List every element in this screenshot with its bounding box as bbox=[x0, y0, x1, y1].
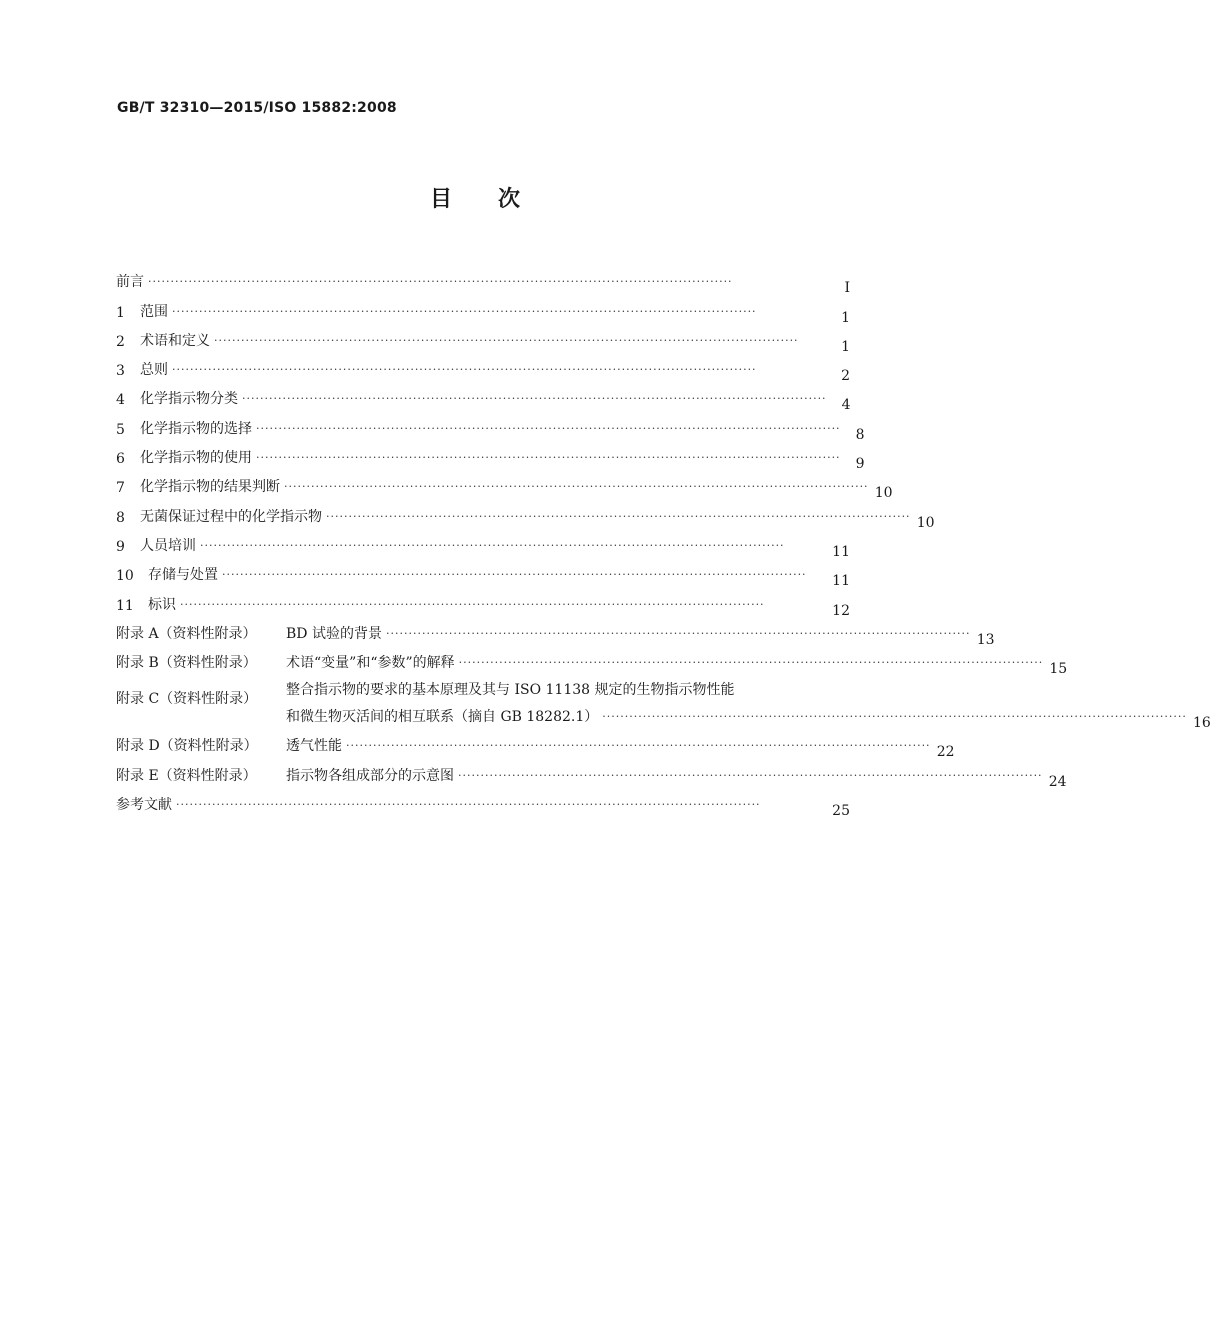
toc-entry-number: 8 bbox=[116, 509, 125, 526]
leader-dots: ·································································································································· bbox=[200, 538, 785, 552]
toc-entry-label: 指示物各组成部分的示意图 bbox=[286, 767, 454, 784]
toc-entry-9[interactable] bbox=[116, 526, 850, 560]
toc-appendix-label: 附录 B（资料性附录） bbox=[116, 655, 257, 672]
standard-code-header: GB/T 32310—2015/ISO 15882:2008 bbox=[117, 100, 397, 116]
toc-entry-label: 化学指示物的选择 bbox=[140, 420, 252, 437]
toc-entry-appendix-b[interactable] bbox=[116, 643, 1068, 678]
toc-entry-4[interactable] bbox=[116, 379, 851, 414]
leader-dots: ·································································································································· bbox=[180, 597, 765, 611]
toc-entry-11[interactable] bbox=[116, 584, 850, 619]
toc-entry-number: 10 bbox=[116, 568, 134, 585]
leader-dots: ·································································································································· bbox=[458, 656, 1044, 670]
toc-entry-page: 11 bbox=[832, 543, 850, 560]
toc-entry-number: 2 bbox=[116, 333, 125, 350]
toc-entry-page: 4 bbox=[841, 397, 851, 414]
toc-entry-label: 化学指示物的结果判断 bbox=[140, 479, 280, 496]
toc-entry-page: 11 bbox=[832, 573, 850, 590]
toc-entry-label: 标识 bbox=[148, 596, 176, 613]
toc-appendix-label: 附录 A（资料性附录） bbox=[116, 625, 257, 642]
toc-entry-page: 24 bbox=[1048, 773, 1067, 790]
toc-entry-label: 范围 bbox=[140, 303, 168, 320]
toc-entry-5[interactable] bbox=[116, 408, 865, 443]
toc-entry-page: 22 bbox=[936, 744, 955, 761]
toc-entry-page: 25 bbox=[832, 803, 850, 820]
toc-entry-3[interactable] bbox=[116, 350, 850, 385]
leader-dots: ·································································································································· bbox=[148, 275, 733, 289]
toc-entry-appendix-a[interactable] bbox=[116, 614, 995, 648]
toc-entry-8[interactable] bbox=[116, 496, 935, 531]
toc-entry-second-line bbox=[286, 706, 1211, 732]
toc-entry-number: 3 bbox=[116, 363, 125, 380]
leader-dots: ·································································································································· bbox=[256, 421, 841, 435]
toc-entry-label: 前言 bbox=[116, 274, 144, 291]
toc-entry-page: 10 bbox=[916, 514, 935, 531]
toc-entry-page: 12 bbox=[832, 602, 850, 619]
toc-entry-appendix-d[interactable] bbox=[116, 726, 955, 761]
toc-entry-appendix-c[interactable] bbox=[116, 672, 1211, 732]
toc-entry-page: 1 bbox=[841, 309, 850, 326]
toc-entry-2[interactable] bbox=[116, 321, 850, 355]
toc-entry-preface[interactable] bbox=[116, 262, 850, 297]
leader-dots: ·································································································································· bbox=[222, 568, 807, 582]
toc-entry-number: 1 bbox=[116, 304, 125, 321]
toc-entry-page: 8 bbox=[855, 426, 865, 443]
toc-entry-page: Ⅰ bbox=[844, 280, 850, 297]
leader-dots: ·································································································································· bbox=[284, 480, 869, 494]
toc-appendix-label: 附录 E（资料性附录） bbox=[116, 767, 257, 784]
toc-entry-appendix-e[interactable] bbox=[116, 755, 1067, 790]
toc-entry-10[interactable] bbox=[116, 555, 850, 590]
leader-dots: ·································································································································· bbox=[602, 710, 1187, 724]
toc-entry-7[interactable] bbox=[116, 467, 893, 502]
toc-entry-label: 化学指示物分类 bbox=[140, 391, 238, 408]
toc-entry-two-line-block bbox=[286, 679, 1211, 732]
leader-dots: ·································································································································· bbox=[326, 509, 911, 523]
toc-entry-label: BD 试验的背景 bbox=[286, 625, 382, 642]
toc-entry-number: 5 bbox=[116, 421, 125, 438]
toc-entry-label: 化学指示物的使用 bbox=[140, 450, 252, 467]
toc-entry-number: 11 bbox=[116, 597, 134, 614]
toc-entry-label: 术语和定义 bbox=[140, 332, 210, 349]
toc-entry-label: 存储与处置 bbox=[148, 567, 218, 584]
toc-entry-label: 无菌保证过程中的化学指示物 bbox=[140, 508, 322, 525]
toc-appendix-label: 附录 D（资料性附录） bbox=[116, 738, 258, 755]
toc-entry-page: 13 bbox=[976, 631, 995, 648]
toc-entry-label: 总则 bbox=[140, 362, 168, 379]
toc-entry-label: 透气性能 bbox=[286, 738, 342, 755]
leader-dots: ·································································································································· bbox=[172, 363, 757, 377]
toc-entry-1[interactable] bbox=[116, 291, 850, 326]
leader-dots: ·································································································································· bbox=[458, 768, 1043, 782]
leader-dots: ·································································································································· bbox=[214, 333, 799, 347]
toc-entry-page: 2 bbox=[841, 368, 850, 385]
toc-entry-page: 1 bbox=[841, 338, 850, 355]
toc-entry-label: 整合指示物的要求的基本原理及其与 ISO 11138 规定的生物指示物性能 bbox=[286, 682, 735, 699]
toc-entry-6[interactable] bbox=[116, 438, 865, 473]
toc-entry-label: 人员培训 bbox=[140, 537, 196, 554]
toc-entry-label: 术语“变量”和“参数”的解释 bbox=[286, 655, 455, 672]
toc-entry-label-continued: 和微生物灭活间的相互联系（摘自 GB 18282.1） bbox=[286, 709, 599, 726]
toc-entry-page: 10 bbox=[874, 485, 893, 502]
leader-dots: ·································································································································· bbox=[385, 626, 971, 640]
toc-entry-number: 7 bbox=[116, 480, 125, 497]
leader-dots: ·································································································································· bbox=[176, 798, 761, 812]
toc-entry-number: 9 bbox=[116, 538, 125, 555]
table-of-contents bbox=[116, 262, 1211, 820]
leader-dots: ·································································································································· bbox=[256, 451, 841, 465]
page-title: 目次 bbox=[429, 187, 566, 212]
toc-entry-label: 参考文献 bbox=[116, 797, 172, 814]
leader-dots: ·································································································································· bbox=[346, 739, 931, 753]
toc-entry-page: 9 bbox=[855, 456, 865, 473]
toc-appendix-label: 附录 C（资料性附录） bbox=[116, 691, 258, 708]
toc-entry-number: 6 bbox=[116, 451, 125, 468]
toc-entry-page: 15 bbox=[1049, 661, 1068, 678]
toc-entry-references[interactable] bbox=[116, 785, 850, 820]
toc-entry-number: 4 bbox=[116, 392, 125, 409]
leader-dots: ·································································································································· bbox=[242, 392, 827, 406]
leader-dots: ·································································································································· bbox=[172, 304, 757, 318]
toc-entry-page: 16 bbox=[1193, 715, 1211, 732]
